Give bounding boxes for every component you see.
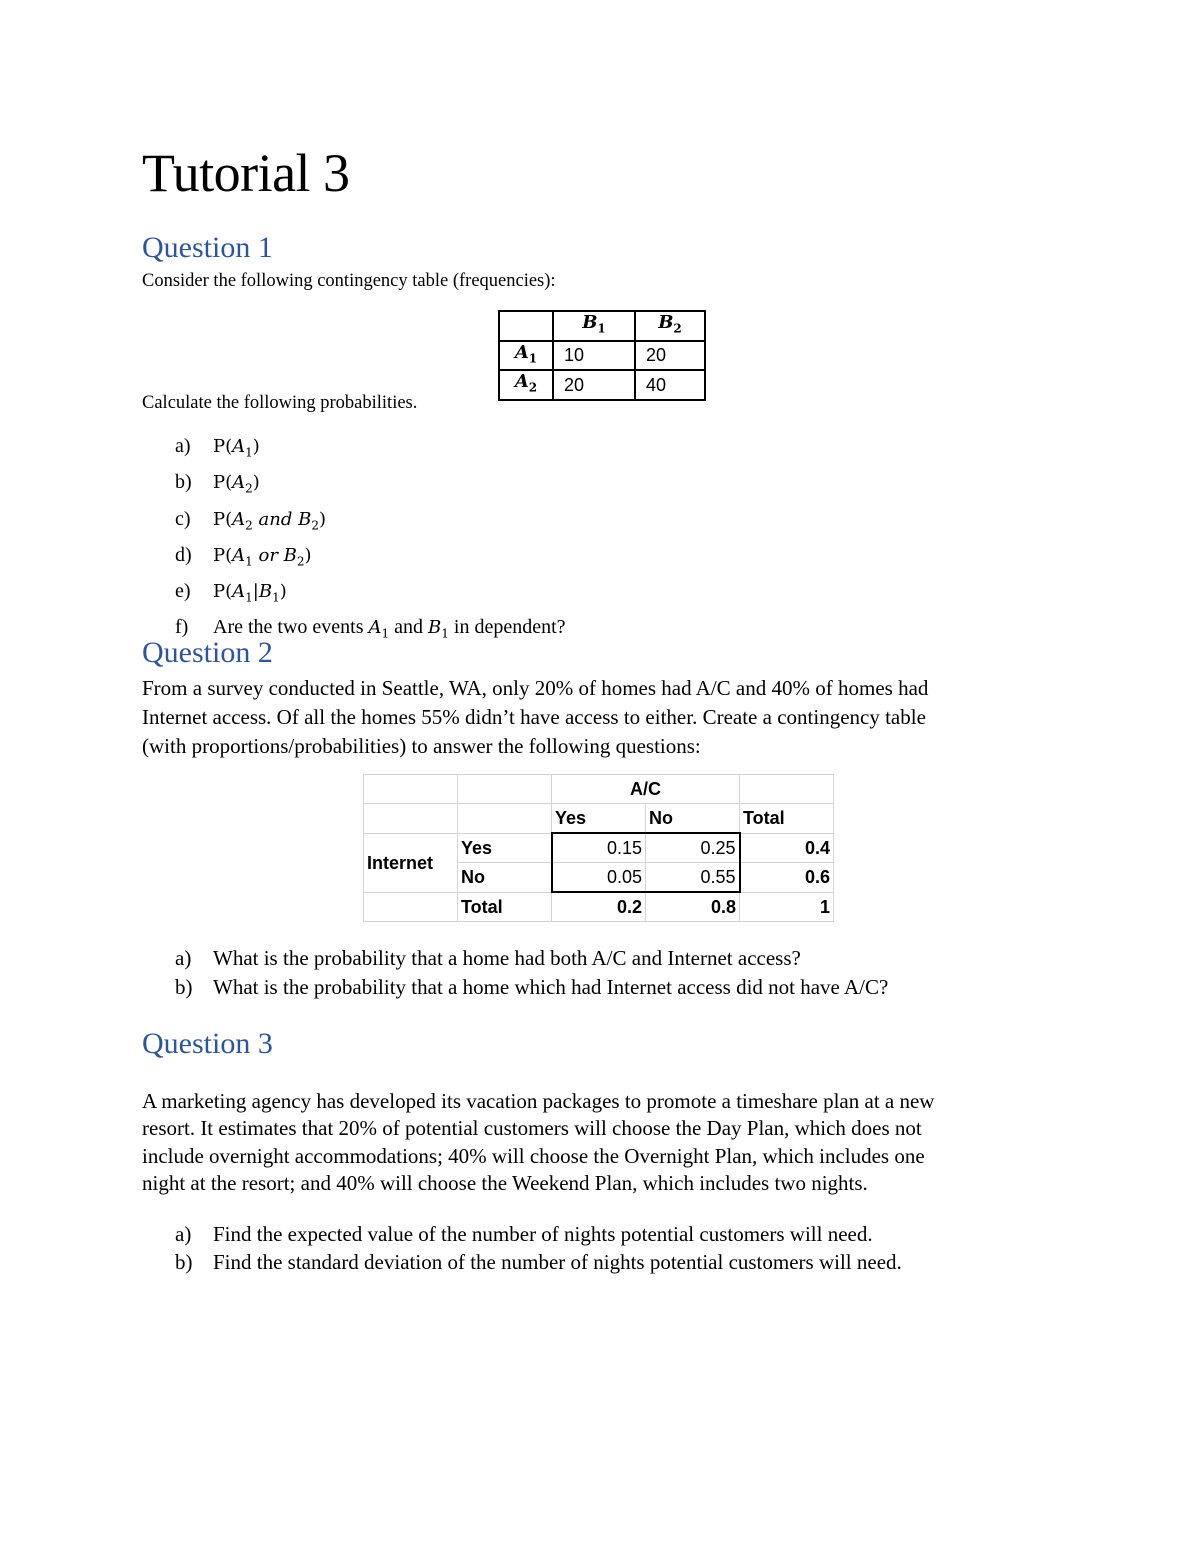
- table-cell: [364, 775, 458, 804]
- item-text: What is the probability that a home had both A/C and Internet access?: [213, 946, 801, 970]
- question-2-heading: Question 2: [142, 636, 273, 669]
- expr-subscript: 2: [311, 518, 319, 533]
- probability-list: [175, 432, 566, 650]
- table-header-row: [364, 775, 834, 804]
- expr-symbol: A: [368, 617, 382, 639]
- expr-subscript: 1: [381, 627, 390, 642]
- table-header-row: [364, 804, 834, 834]
- question-1-heading: Question 1: [142, 231, 273, 264]
- expr-suffix: ): [252, 436, 260, 457]
- table-cell: 0.6: [740, 863, 834, 893]
- text-fragment: in dependent?: [448, 616, 566, 639]
- list-item: [175, 1220, 902, 1248]
- column-header: Total: [740, 804, 834, 834]
- row-symbol: A: [514, 371, 529, 393]
- row-header: Yes: [458, 833, 552, 863]
- expr-operator: and: [252, 508, 299, 530]
- list-item: [175, 973, 888, 1002]
- item-expression: [213, 468, 260, 504]
- item-label: a): [175, 1222, 192, 1246]
- column-header-b1: [553, 311, 635, 341]
- item-expression: [213, 432, 260, 468]
- list-item: [175, 505, 566, 541]
- item-label: a): [175, 946, 192, 970]
- expr-suffix: ): [304, 544, 312, 566]
- row-symbol: A: [514, 341, 529, 363]
- expr-subscript: 2: [245, 481, 253, 496]
- table-row: [364, 892, 834, 922]
- table-cell: 0.05: [552, 863, 646, 893]
- table-cell: 20: [635, 341, 705, 371]
- table-cell: 40: [635, 370, 705, 400]
- expr-subscript: 2: [245, 518, 253, 533]
- expr-suffix: ): [318, 508, 326, 530]
- expr-subscript: 1: [245, 554, 253, 569]
- question-3-list: [175, 1220, 902, 1276]
- expr-symbol: A: [232, 581, 246, 603]
- item-text: Find the expected value of the number of nights potential customers will need.: [213, 1222, 873, 1246]
- header-subscript: 2: [673, 321, 682, 336]
- list-item: [175, 577, 566, 613]
- item-label: b): [175, 975, 193, 999]
- proportion-table: [363, 774, 834, 922]
- expr-prefix: P(: [213, 508, 233, 530]
- list-item: [175, 468, 566, 504]
- row-header-a1: [499, 341, 553, 371]
- table-header-row: [499, 311, 705, 341]
- list-item: [175, 944, 888, 973]
- expr-subscript: 1: [245, 590, 253, 605]
- table-row: [364, 833, 834, 863]
- item-label: b): [175, 471, 192, 494]
- item-expression: [213, 505, 326, 541]
- header-symbol: B: [582, 312, 598, 333]
- question-2-paragraph: [142, 674, 1042, 761]
- item-label: b): [175, 1250, 193, 1274]
- item-label: a): [175, 435, 191, 457]
- inline-math: [368, 617, 390, 642]
- item-text: What is the probability that a home which had Internet access did not have A/C?: [213, 975, 889, 999]
- table-cell: 0.8: [646, 892, 740, 922]
- expr-suffix: ): [279, 581, 287, 603]
- expr-prefix: P(: [213, 581, 233, 603]
- expr-subscript: 2: [296, 554, 305, 569]
- header-subscript: 1: [597, 321, 606, 336]
- table-cell: 0.15: [552, 833, 646, 863]
- expr-prefix: P(: [213, 436, 233, 457]
- table-corner-cell: [499, 311, 553, 341]
- item-label: e): [175, 580, 191, 603]
- expr-subscript: 1: [272, 590, 280, 605]
- expr-prefix: P(: [213, 544, 233, 566]
- row-header: Total: [458, 892, 552, 922]
- question-1-intro: Consider the following contingency table (frequencies):: [142, 271, 556, 291]
- table-cell: 0.4: [740, 833, 834, 863]
- row-header: No: [458, 863, 552, 893]
- expr-operator: |: [252, 581, 259, 603]
- list-item: [175, 541, 566, 577]
- expr-operator: or: [252, 544, 284, 566]
- page-title: Tutorial 3: [142, 143, 350, 203]
- expr-symbol: A: [232, 508, 246, 530]
- row-subscript: 2: [528, 380, 538, 395]
- table-cell: 0.2: [552, 892, 646, 922]
- internet-group-header: Internet: [364, 833, 458, 892]
- table-cell: [458, 804, 552, 834]
- item-label: f): [175, 616, 189, 639]
- paragraph-line: include overnight accommodations; 40% will choose the Overnight Plan, which includes one: [142, 1143, 925, 1168]
- inline-math: [428, 617, 449, 642]
- table-cell: 10: [553, 341, 635, 371]
- row-subscript: 1: [528, 351, 538, 366]
- frequency-table: [498, 310, 706, 401]
- text-fragment: and: [389, 616, 429, 639]
- list-item: [175, 432, 566, 468]
- expr-suffix: ): [252, 472, 260, 494]
- table-cell: [364, 804, 458, 834]
- expr-subscript: 1: [245, 445, 253, 460]
- table-cell: 1: [740, 892, 834, 922]
- table-row: [499, 341, 705, 371]
- paragraph-line: A marketing agency has developed its vacation packages to promote a timeshare plan at a new: [142, 1089, 935, 1113]
- table-cell: [458, 775, 552, 804]
- question-3-paragraph: [142, 1088, 1042, 1198]
- table-cell: 20: [553, 370, 635, 400]
- proportion-table-wrap: [363, 774, 836, 924]
- ac-group-header: A/C: [552, 775, 740, 804]
- item-expression: [213, 577, 287, 613]
- paragraph-line: night at the resort; and 40% will choose the Weekend Plan, which includes two nights.: [142, 1171, 868, 1196]
- column-header: Yes: [552, 804, 646, 834]
- column-header-b2: [635, 311, 705, 341]
- table-cell: 0.25: [646, 833, 740, 863]
- question-3-heading: Question 3: [142, 1027, 273, 1060]
- table-cell: [740, 775, 834, 804]
- text-fragment: Are the two events: [213, 616, 369, 639]
- paragraph-line: (with proportions/probabilities) to answer the following questions:: [142, 734, 701, 758]
- expr-symbol: A: [232, 472, 246, 494]
- table-cell: 0.55: [646, 863, 740, 893]
- expr-symbol: B: [298, 508, 312, 530]
- expr-subscript: 1: [441, 627, 449, 642]
- item-label: d): [175, 543, 192, 566]
- expr-prefix: P(: [213, 472, 233, 494]
- paragraph-line: Internet access. Of all the homes 55% didn’t have access to either. Create a contingency table: [142, 705, 926, 729]
- expr-symbol: B: [258, 581, 273, 603]
- expr-symbol: A: [232, 544, 246, 566]
- item-text: Find the standard deviation of the number of nights potential customers will need.: [213, 1250, 902, 1274]
- item-label: c): [175, 507, 191, 530]
- header-symbol: B: [658, 312, 674, 333]
- expr-symbol: B: [428, 617, 442, 639]
- item-expression: [213, 541, 312, 577]
- calculate-instruction: Calculate the following probabilities.: [142, 393, 418, 413]
- paragraph-line: resort. It estimates that 20% of potential customers will choose the Day Plan, which does not: [142, 1116, 922, 1141]
- expr-symbol: A: [232, 436, 246, 457]
- paragraph-line: From a survey conducted in Seattle, WA, only 20% of homes had A/C and 40% of homes had: [142, 676, 929, 700]
- table-cell: [364, 892, 458, 922]
- column-header: No: [646, 804, 740, 834]
- expr-symbol: B: [283, 544, 297, 566]
- list-item: [175, 1248, 902, 1276]
- question-2-list: [175, 944, 888, 1002]
